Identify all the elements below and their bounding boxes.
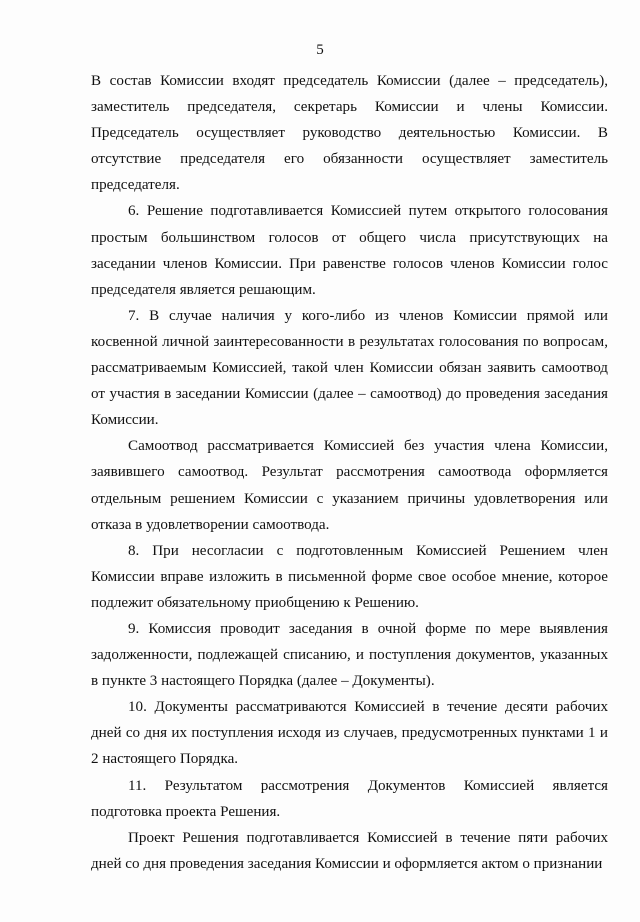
paragraph-commission-composition: В состав Комиссии входят председатель Комиссии (далее – председатель), заместитель председателя, секретарь Комиссии и члены Комиссии. Председатель осуществляет руководство деятельностью Комиссии. В отсутствие председателя его обязанности осуществляет заместитель председателя. [91,73,608,194]
document-body [91,68,608,877]
paragraph-self-recusal: Самоотвод рассматривается Комиссией без участия члена Комиссии, заявившего самоотвод. Результат рассмотрения самоотвода оформляется отдельным решением Комиссии с указанием причины удовлетворения или отказа в удовлетворении самоотвода. [91,438,608,533]
paragraph-item-8: 8. При несогласии с подготовленным Комиссией Решением член Комиссии вправе изложить в письменной форме свое особое мнение, которое подлежит обязательному приобщению к Решению. [91,542,608,611]
paragraph-item-10: 10. Документы рассматриваются Комиссией в течение десяти рабочих дней со дня их поступления исходя из случаев, предусмотренных пунктами 1 и 2 настоящего Порядка. [91,699,608,768]
paragraph-item-11: 11. Результатом рассмотрения Документов Комиссией является подготовка проекта Решения. [91,777,608,820]
paragraph-item-7: 7. В случае наличия у кого-либо из членов Комиссии прямой или косвенной личной заинтересованности в результатах голосования по вопросам, рассматриваемым Комиссией, такой член Комиссии обязан заявить самоотвод от участия в заседании Комиссии (далее – самоотвод) до проведения заседания Комиссии. [91,307,608,429]
page-number: 5 [316,42,324,58]
paragraph-item-9: 9. Комиссия проводит заседания в очной форме по мере выявления задолженности, подлежащей списанию, и поступления документов, указанных в пункте 3 настоящего Порядка (далее – Документы). [91,620,608,690]
paragraph-draft-decision: Проект Решения подготавливается Комиссией в течение пяти рабочих дней со дня проведения заседания Комиссии и оформляется актом о признании [91,829,608,872]
paragraph-item-6: 6. Решение подготавливается Комиссией путем открытого голосования простым большинством голосов от общего числа присутствующих на заседании членов Комиссии. При равенстве голосов членов Комиссии голос председателя является решающим. [91,203,608,298]
